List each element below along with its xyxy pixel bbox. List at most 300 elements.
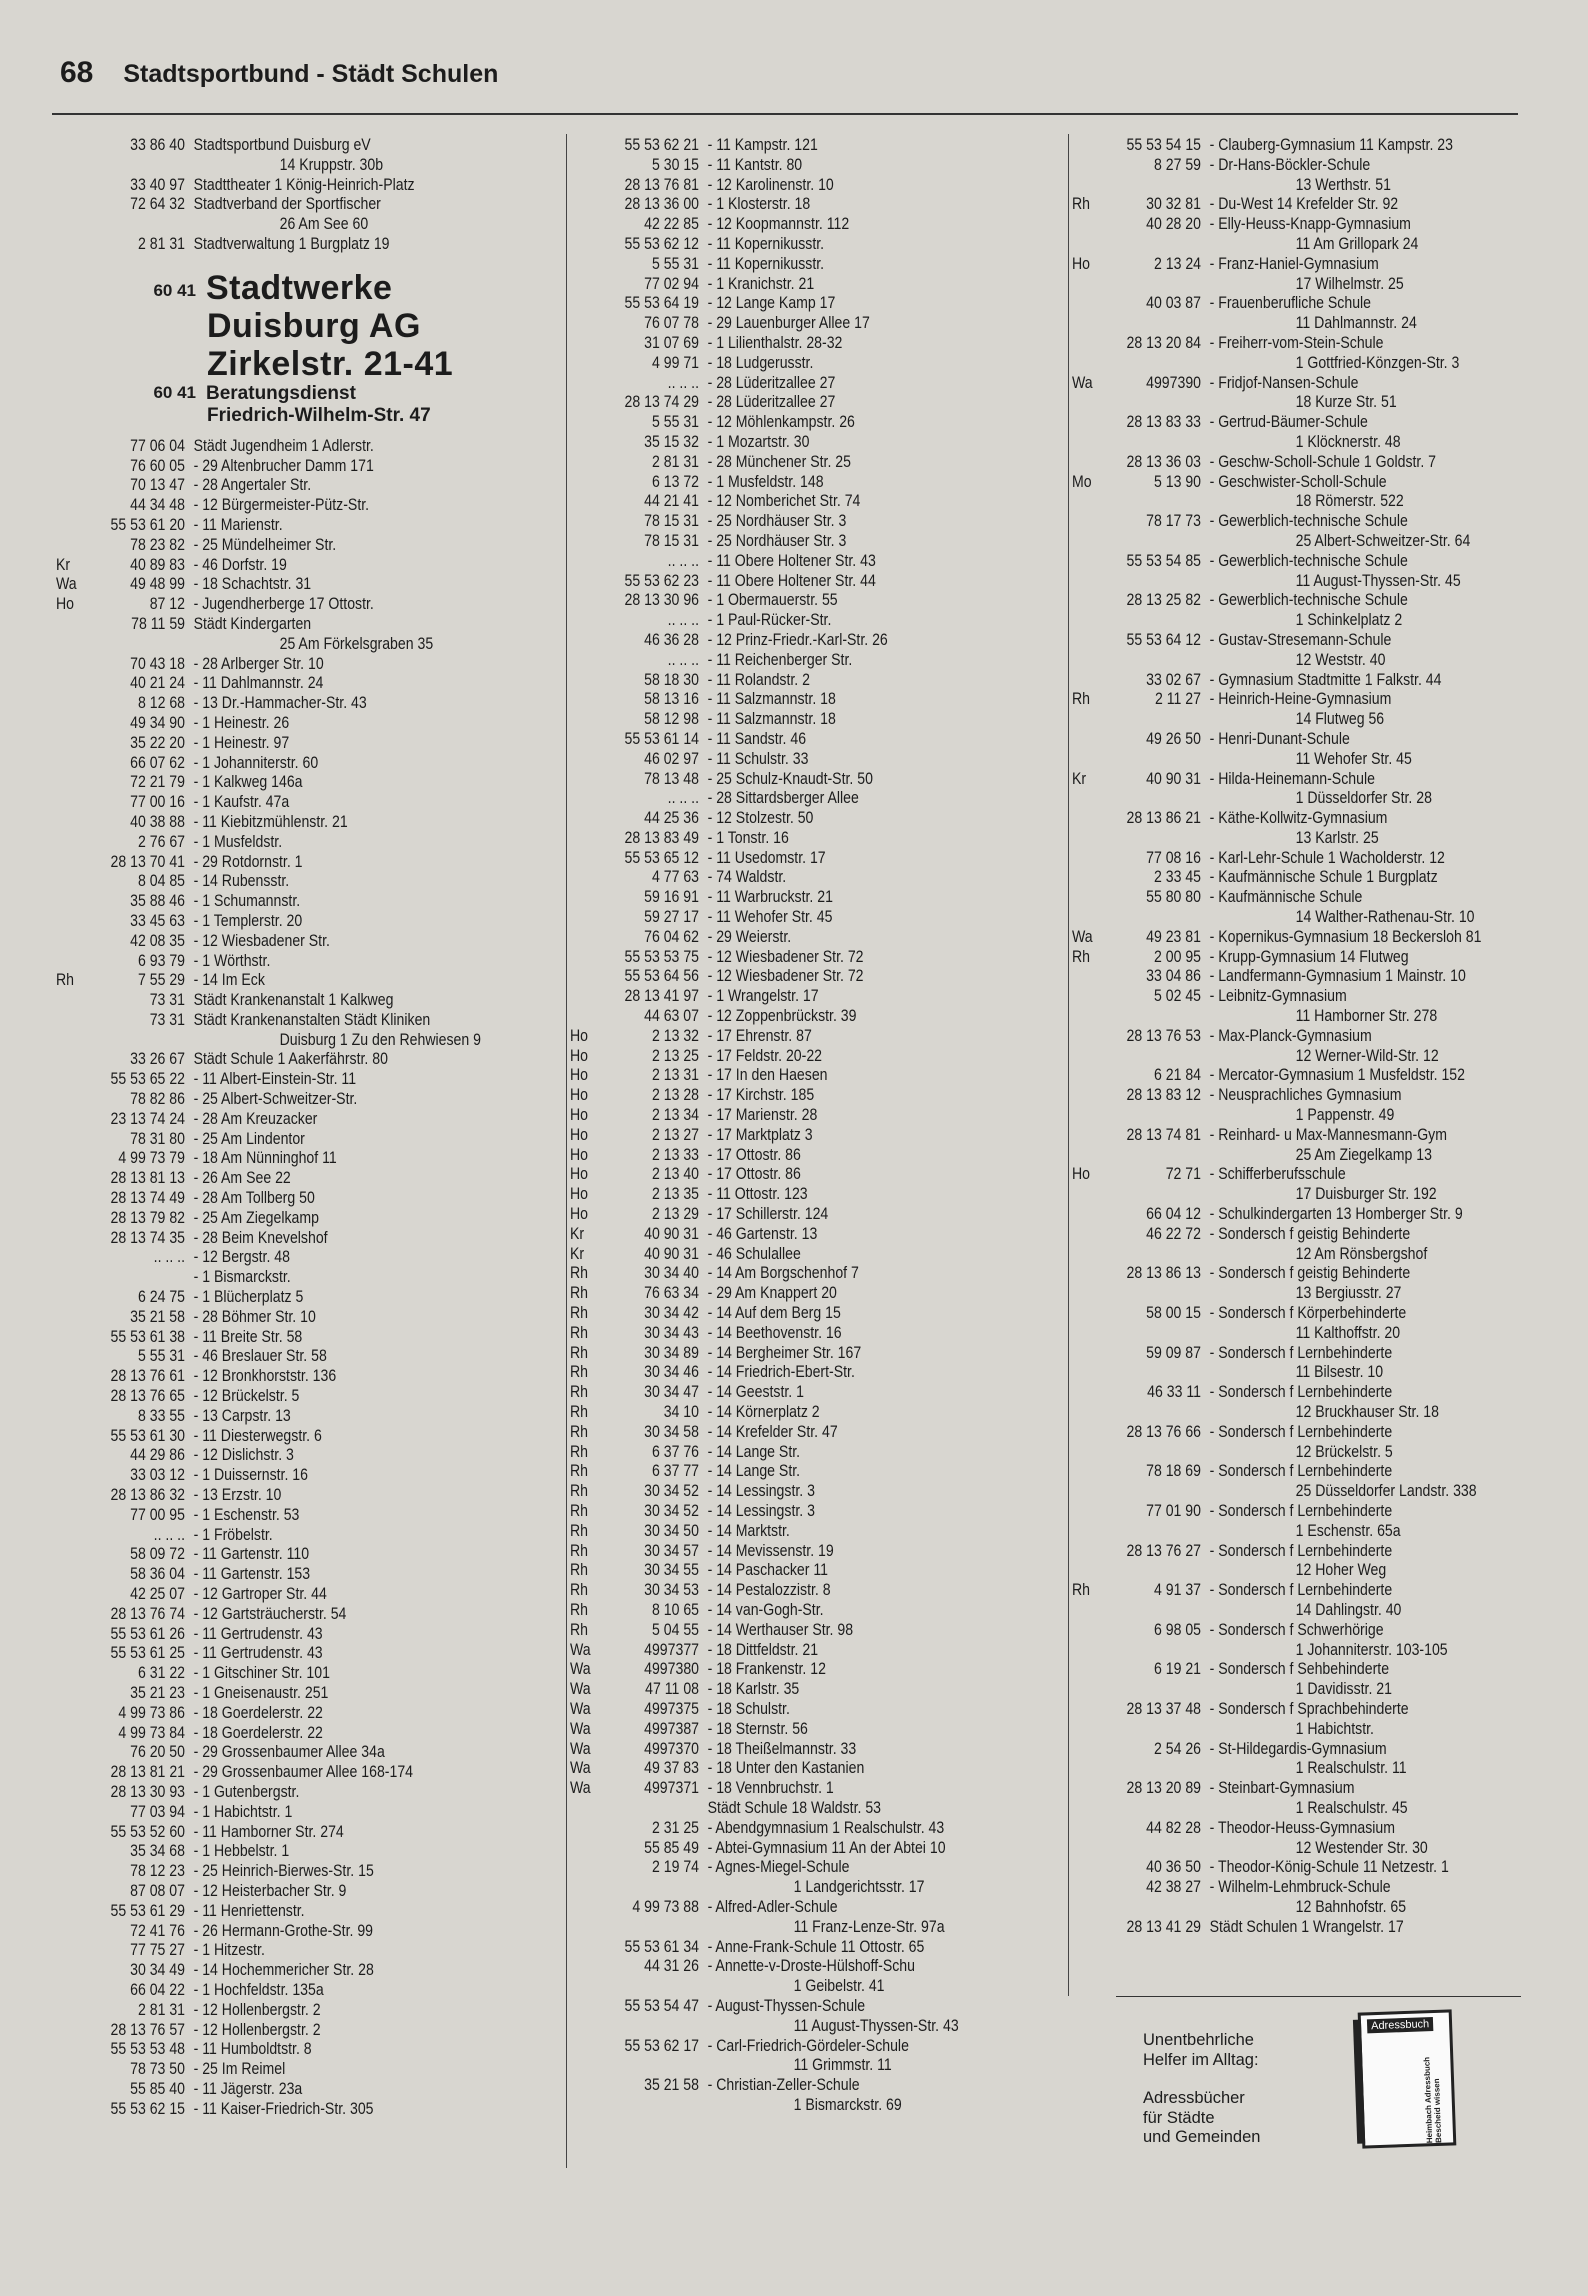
- entry-name: - 13 Carpstr. 13: [193, 1406, 291, 1425]
- directory-entry: [56, 595, 490, 615]
- directory-entry: [56, 1387, 490, 1407]
- directory-entry: [56, 1783, 490, 1803]
- entry-district: Wa: [56, 575, 77, 594]
- directory-entry: [570, 1918, 996, 1938]
- directory-entry: [570, 849, 996, 869]
- entry-name: - 1 Hebbelstr. 1: [193, 1842, 290, 1861]
- directory-entry: [56, 1842, 490, 1862]
- entry-phone: 55 53 65 22: [110, 1070, 185, 1089]
- promo-line-4: für Städte: [1143, 2108, 1215, 2127]
- entry-phone: 33 26 67: [130, 1050, 185, 1069]
- directory-entry: [1072, 730, 1502, 750]
- entry-phone: 30 34 52: [644, 1501, 699, 1520]
- promo-line-3: Adressbücher: [1143, 2089, 1245, 2107]
- entry-phone: 66 04 22: [130, 1980, 185, 1999]
- directory-entry: [570, 1462, 996, 1482]
- directory-entry: [56, 1545, 490, 1565]
- entry-name: - 11 Dahlmannstr. 24: [193, 674, 324, 693]
- entry-name: - Sondersch f Körperbehinderte: [1209, 1304, 1407, 1323]
- entry-phone: 6 31 22: [137, 1664, 185, 1683]
- directory-entry: [570, 1007, 996, 1027]
- directory-entry: [56, 176, 490, 196]
- entry-continuation: 1 Landgerichtsstr. 17: [793, 1878, 925, 1897]
- directory-entry: [56, 1031, 490, 1051]
- entry-district: Wa: [570, 1759, 591, 1778]
- entry-continuation: 11 August-Thyssen-Str. 45: [1295, 571, 1461, 590]
- entry-name: - 46 Gartenstr. 13: [707, 1224, 818, 1243]
- directory-entry: [1072, 868, 1502, 888]
- entry-name: - Jugendherberge 17 Ottostr.: [193, 595, 374, 614]
- entry-phone: .. .. ..: [667, 650, 699, 669]
- entry-phone: 28 13 36 03: [1126, 452, 1201, 471]
- entry-phone: 66 04 12: [1146, 1205, 1201, 1224]
- directory-entry: [570, 1522, 996, 1542]
- directory-entry: [570, 1542, 996, 1562]
- entry-phone: 47 11 08: [645, 1680, 699, 1699]
- entry-district: Rh: [570, 1284, 589, 1303]
- directory-entry: [56, 1367, 490, 1387]
- directory-entry: [570, 770, 996, 790]
- entry-phone: 44 34 48: [130, 496, 185, 515]
- entry-name: - Annette-v-Droste-Hülshoff-Schu: [707, 1957, 915, 1976]
- entry-phone: 35 21 23: [130, 1683, 185, 1702]
- directory-entry: [56, 1684, 490, 1704]
- entry-name: - Wilhelm-Lehmbruck-Schule: [1209, 1878, 1391, 1897]
- directory-entry: [1072, 671, 1502, 691]
- entry-name: - Alfred-Adler-Schule: [707, 1897, 838, 1916]
- entry-phone: 7 55 29: [137, 971, 185, 990]
- directory-entry: [570, 492, 996, 512]
- entry-name: - 12 Gartroper Str. 44: [193, 1585, 327, 1603]
- entry-continuation: 11 Franz-Lenze-Str. 97a: [793, 1917, 945, 1936]
- entry-phone: 35 22 20: [130, 733, 185, 752]
- directory-entry: [570, 453, 996, 473]
- entry-name: - 17 Ehrenstr. 87: [707, 1026, 812, 1045]
- directory-entry: [570, 2096, 996, 2116]
- entry-name: - 25 Schulz-Knaudt-Str. 50: [707, 769, 873, 788]
- entry-phone: 55 53 61 34: [624, 1937, 699, 1956]
- entry-phone: 4 99 71: [651, 353, 699, 372]
- directory-entry: [570, 532, 996, 552]
- entry-continuation: 11 Kalthoffstr. 20: [1295, 1323, 1401, 1342]
- entry-phone: 2 11 27: [1155, 690, 1201, 709]
- entry-name: - Heinrich-Heine-Gymnasium: [1209, 690, 1392, 709]
- entry-name: - Neusprachliches Gymnasium: [1209, 1086, 1402, 1105]
- entry-name: - 1 Mozartstr. 30: [707, 432, 810, 451]
- entry-name: - Dr-Hans-Böckler-Schule: [1209, 155, 1371, 174]
- entry-name: - Krupp-Gymnasium 14 Flutweg: [1209, 947, 1409, 966]
- entry-name: - 11 Jägerstr. 23a: [193, 2079, 303, 2098]
- directory-entry: [1072, 1522, 1502, 1542]
- entry-phone: 4997387: [644, 1719, 699, 1738]
- directory-entry: [56, 813, 490, 833]
- directory-entry: [1072, 1819, 1502, 1839]
- directory-entry: [570, 2017, 996, 2037]
- directory-entry: [570, 1759, 996, 1779]
- directory-entry: [570, 1443, 996, 1463]
- entry-phone: 5 02 45: [1153, 987, 1201, 1006]
- entry-name: - 25 Albert-Schweitzer-Str.: [193, 1090, 358, 1109]
- entry-phone: 55 53 61 38: [110, 1327, 185, 1346]
- directory-entry: [1072, 433, 1502, 453]
- entry-name: - 28 Am Tollberg 50: [193, 1189, 315, 1208]
- directory-entry: [570, 1858, 996, 1878]
- directory-entry: [570, 1581, 996, 1601]
- entry-name: - 1 Hochfeldstr. 135a: [193, 1980, 324, 1999]
- entry-name: - 25 Nordhäuser Str. 3: [707, 512, 847, 531]
- ad-company-line-2: Duisburg AG: [207, 306, 421, 345]
- entry-name: - Kaufmännische Schule: [1209, 888, 1363, 907]
- entry-name: - Kopernikus-Gymnasium 18 Beckersloh 81: [1209, 927, 1482, 946]
- entry-phone: 33 86 40: [130, 136, 185, 154]
- entry-name: - 14 Friedrich-Ebert-Str.: [707, 1363, 855, 1382]
- entry-phone: 28 13 74 35: [110, 1228, 185, 1247]
- entry-phone: 2 13 33: [651, 1145, 699, 1164]
- entry-name: - 11 Hamborner Str. 274: [193, 1822, 344, 1841]
- directory-entry: [1072, 1225, 1502, 1245]
- directory-entry: [570, 354, 996, 374]
- entry-district: Rh: [570, 1323, 589, 1342]
- entry-phone: 70 13 47: [130, 476, 185, 495]
- entry-phone: 4 99 73 88: [632, 1897, 699, 1916]
- directory-entry: [56, 1625, 490, 1645]
- entry-continuation: 11 Bilsestr. 10: [1295, 1363, 1384, 1382]
- entry-phone: 55 53 64 19: [624, 294, 699, 313]
- entry-name: - Gewerblich-technische Schule: [1209, 512, 1408, 531]
- entry-phone: 59 16 91: [644, 888, 699, 907]
- entry-name: - 18 Schulstr.: [707, 1699, 790, 1718]
- directory-entry: [570, 1740, 996, 1760]
- directory-entry: [570, 2076, 996, 2096]
- entry-continuation: 1 Pappenstr. 49: [1295, 1106, 1395, 1125]
- entry-name: Städt Jugendheim 1 Adlerstr.: [193, 436, 374, 455]
- directory-entry: [1072, 1878, 1502, 1898]
- directory-entry: [570, 611, 996, 631]
- entry-phone: 28 13 30 93: [110, 1782, 185, 1801]
- directory-entry: [1072, 591, 1502, 611]
- entry-district: Wa: [570, 1719, 591, 1738]
- entry-continuation: 18 Römerstr. 522: [1295, 492, 1404, 511]
- entry-name: - 11 Gartenstr. 153: [193, 1565, 311, 1584]
- directory-entry: [570, 156, 996, 176]
- entry-district: Rh: [570, 1383, 589, 1402]
- directory-entry: [1072, 690, 1502, 710]
- entry-district: Rh: [570, 1600, 589, 1619]
- entry-phone: 28 13 76 61: [110, 1367, 185, 1386]
- entry-name: - 25 Am Ziegelkamp: [193, 1208, 319, 1227]
- directory-entry: [56, 1090, 490, 1110]
- entry-phone: 2 00 95: [1153, 947, 1201, 966]
- directory-entry: [56, 872, 490, 892]
- entry-phone: 8 04 85: [137, 872, 185, 891]
- entry-name: - 11 Gartenstr. 110: [193, 1545, 310, 1564]
- entry-phone: 76 07 78: [644, 314, 699, 333]
- entry-name: - Sondersch f Lernbehinderte: [1209, 1581, 1393, 1600]
- entry-name: - 11 Obere Holtener Str. 44: [707, 571, 876, 590]
- entry-phone: 2 13 27: [651, 1125, 699, 1144]
- entry-phone: 70 43 18: [130, 654, 185, 673]
- directory-entry: [56, 457, 490, 477]
- entry-phone: 59 27 17: [644, 908, 699, 927]
- entry-name: - 14 Krefelder Str. 47: [707, 1422, 838, 1441]
- directory-entry: [1072, 1740, 1502, 1760]
- directory-entry: [1072, 1086, 1502, 1106]
- directory-entry: [570, 1106, 996, 1126]
- entry-name: - Geschw-Scholl-Schule 1 Goldstr. 7: [1209, 452, 1437, 471]
- entry-phone: 72 21 79: [130, 773, 185, 792]
- entry-name: - 18 Karlstr. 35: [707, 1680, 800, 1699]
- entry-phone: 28 13 79 82: [110, 1208, 185, 1227]
- entry-name: - 12 Gartsträucherstr. 54: [193, 1604, 347, 1623]
- entry-name: - Gymnasium Stadtmitte 1 Falkstr. 44: [1209, 670, 1442, 689]
- entry-name: - 1 Obermauerstr. 55: [707, 591, 838, 610]
- entry-name: Städt Kindergarten: [193, 614, 312, 633]
- column-divider-2: [1068, 134, 1069, 1996]
- directory-entry: [1072, 294, 1502, 314]
- entry-phone: 78 13 48: [644, 769, 699, 788]
- entry-district: Rh: [570, 1521, 589, 1540]
- entry-name: - 11 Ottostr. 123: [707, 1185, 808, 1204]
- entry-name: - 46 Breslauer Str. 58: [193, 1347, 327, 1366]
- entry-district: Wa: [570, 1680, 591, 1699]
- entry-name: - 14 Lange Str.: [707, 1462, 801, 1481]
- directory-entry: [570, 1264, 996, 1284]
- directory-entry: [570, 1779, 996, 1799]
- entry-name: - Käthe-Kollwitz-Gymnasium: [1209, 809, 1388, 828]
- directory-entry: [570, 1938, 996, 1958]
- entry-phone: 2 13 40: [651, 1165, 699, 1184]
- directory-entry: [56, 714, 490, 734]
- entry-name: - Landfermann-Gymnasium 1 Mainstr. 10: [1209, 967, 1466, 986]
- entry-district: Ho: [570, 1046, 589, 1065]
- entry-phone: 4997371: [644, 1779, 699, 1798]
- directory-entry: [570, 750, 996, 770]
- entry-district: Ho: [1072, 254, 1091, 273]
- entry-name: - 1 Wrangelstr. 17: [707, 987, 819, 1006]
- directory-entry: [1072, 1106, 1502, 1126]
- directory-entry: [1072, 176, 1502, 196]
- entry-name: - Sondersch f Lernbehinderte: [1209, 1541, 1393, 1560]
- directory-entry: [570, 1720, 996, 1740]
- directory-entry: [56, 156, 490, 176]
- directory-entry: [1072, 314, 1502, 334]
- entry-phone: 55 53 61 14: [624, 729, 699, 748]
- entry-name: - Sondersch f Sprachbehinderte: [1209, 1699, 1409, 1718]
- entry-name: - Sondersch f Lernbehinderte: [1209, 1501, 1393, 1520]
- directory-entry: [56, 1169, 490, 1189]
- entry-name: - 18 Schachtstr. 31: [193, 575, 312, 594]
- directory-entry: [570, 2056, 996, 2076]
- entry-phone: 55 53 61 26: [110, 1624, 185, 1643]
- ad-phone-2: 60 41: [153, 382, 196, 402]
- directory-entry: [1072, 393, 1502, 413]
- entry-phone: 46 02 97: [644, 749, 699, 768]
- entry-phone: 73 31: [149, 991, 185, 1010]
- entry-phone: .. .. ..: [153, 1525, 185, 1544]
- entry-phone: 5 55 31: [137, 1347, 185, 1366]
- directory-entry: [570, 473, 996, 493]
- column-divider-1: [566, 134, 567, 2168]
- entry-name: - 28 Lüderitzallee 27: [707, 393, 836, 412]
- entry-phone: 28 13 76 66: [1126, 1422, 1201, 1441]
- directory-entry: [56, 1664, 490, 1684]
- entry-name: Städt Krankenanstalt 1 Kalkweg: [193, 991, 394, 1010]
- entry-name: - 1 Klosterstr. 18: [707, 195, 811, 214]
- entry-continuation: 17 Wilhelmstr. 25: [1295, 274, 1404, 293]
- entry-phone: 4997375: [644, 1699, 699, 1718]
- entry-name: - 1 Musfeldstr. 148: [707, 472, 824, 491]
- entry-phone: 2 81 31: [651, 452, 699, 471]
- directory-entry: [1072, 849, 1502, 869]
- directory-entry: [56, 952, 490, 972]
- entry-district: Rh: [570, 1422, 589, 1441]
- entry-phone: 55 53 64 56: [624, 967, 699, 986]
- entry-continuation: 26 Am See 60: [279, 215, 369, 234]
- entry-phone: 77 75 27: [130, 1941, 185, 1960]
- page-header: [60, 56, 498, 96]
- directory-entry: [1072, 1779, 1502, 1799]
- directory-entry: [1072, 532, 1502, 552]
- entry-name: - 11 Marienstr.: [193, 515, 283, 534]
- directory-entry: [56, 615, 490, 635]
- entry-name: - 1 Johanniterstr. 60: [193, 753, 319, 772]
- directory-entry: [1072, 1264, 1502, 1284]
- entry-name: - 74 Waldstr.: [707, 868, 787, 887]
- directory-entry: [56, 1644, 490, 1664]
- directory-entry: [570, 948, 996, 968]
- directory-entry: [56, 2021, 490, 2041]
- entry-phone: .. .. ..: [667, 611, 699, 630]
- entry-continuation: 12 Bahnhofstr. 65: [1295, 1897, 1407, 1916]
- entry-continuation: 1 Bismarckstr. 69: [793, 2095, 902, 2114]
- entry-name: - 46 Dorfstr. 19: [193, 555, 287, 574]
- entry-name: - 1 Musfeldstr.: [193, 832, 283, 851]
- entry-continuation: 1 Realschulstr. 11: [1295, 1759, 1407, 1778]
- entry-name: - 18 Goerdelerstr. 22: [193, 1723, 323, 1742]
- directory-entry: [56, 655, 490, 675]
- entry-continuation: 25 Am Ziegelkamp 13: [1295, 1145, 1432, 1164]
- directory-entry: [56, 932, 490, 952]
- directory-entry: [1072, 1403, 1502, 1423]
- entry-name: - Mercator-Gymnasium 1 Musfeldstr. 152: [1209, 1066, 1465, 1085]
- entry-phone: 4 99 73 84: [118, 1723, 185, 1742]
- directory-entry: [570, 1641, 996, 1661]
- directory-entry: [570, 967, 996, 987]
- directory-entry: [570, 1819, 996, 1839]
- entry-continuation: 11 August-Thyssen-Str. 43: [793, 2016, 959, 2035]
- directory-entry: [570, 591, 996, 611]
- directory-entry: [56, 1229, 490, 1249]
- entry-phone: 28 13 83 49: [624, 828, 699, 847]
- directory-entry: [56, 853, 490, 873]
- entry-name: - Franz-Haniel-Gymnasium: [1209, 254, 1379, 273]
- entry-phone: 28 13 81 21: [110, 1763, 185, 1782]
- entry-name: - Max-Planck-Gymnasium: [1209, 1026, 1372, 1045]
- ad-service-label: Beratungsdienst: [206, 382, 356, 404]
- entry-name: - 14 Rubensstr.: [193, 872, 290, 891]
- ad-service-address: Friedrich-Wilhelm-Str. 47: [207, 404, 431, 426]
- directory-entry: [1072, 255, 1502, 275]
- page-number: 68: [60, 56, 94, 89]
- entry-name: - 17 Ottostr. 86: [707, 1145, 801, 1164]
- entry-phone: 40 38 88: [130, 812, 185, 831]
- directory-entry: [570, 1403, 996, 1423]
- directory-entry: [570, 888, 996, 908]
- directory-entry: [1072, 1918, 1502, 1938]
- directory-entry: [570, 1839, 996, 1859]
- entry-name: - Schifferberufsschule: [1209, 1165, 1346, 1184]
- entry-name: - 17 Ottostr. 86: [707, 1165, 801, 1184]
- entry-district: Kr: [1072, 769, 1087, 788]
- directory-entry: [1072, 631, 1502, 651]
- entry-phone: 35 21 58: [130, 1307, 185, 1326]
- entry-name: - 28 Lüderitzallee 27: [707, 373, 836, 392]
- directory-column-3: [1072, 136, 1572, 1938]
- entry-continuation: 25 Düsseldorfer Landstr. 338: [1295, 1482, 1477, 1501]
- entry-phone: 76 04 62: [644, 927, 699, 946]
- entry-name: - Theodor-König-Schule 11 Netzestr. 1: [1209, 1858, 1449, 1877]
- entry-name: - 25 Mündelheimer Str.: [193, 535, 337, 554]
- entry-continuation: 1 Düsseldorfer Str. 28: [1295, 789, 1432, 808]
- directory-entry: [1072, 1581, 1502, 1601]
- directory-entry: [570, 2037, 996, 2057]
- entry-phone: 2 81 31: [137, 2000, 185, 2019]
- directory-entry: [1072, 1858, 1502, 1878]
- entry-name: Städt Schule 1 Aakerfährstr. 80: [193, 1050, 388, 1069]
- entry-name: Stadtverband der Sportfischer: [193, 195, 381, 214]
- entry-continuation: 12 Werner-Wild-Str. 12: [1295, 1046, 1439, 1065]
- entry-district: Rh: [570, 1343, 589, 1362]
- entry-name: - 11 Wehofer Str. 45: [707, 908, 833, 927]
- entry-name: - 17 Feldstr. 20-22: [707, 1046, 822, 1065]
- directory-entry: [1072, 1898, 1502, 1918]
- entry-phone: 30 34 49: [130, 1961, 185, 1980]
- entry-name: - Gertrud-Bäumer-Schule: [1209, 413, 1368, 432]
- entry-name: - 14 Lessingstr. 3: [707, 1482, 815, 1501]
- promo-line-5: und Gemeinden: [1143, 2128, 1261, 2146]
- entry-name: - 11 Kampstr. 121: [707, 136, 818, 154]
- entry-name: - 18 Frankenstr. 12: [707, 1660, 826, 1679]
- entry-name: - 29 Grossenbaumer Allee 34a: [193, 1743, 385, 1762]
- entry-phone: 28 13 83 33: [1126, 413, 1201, 432]
- entry-phone: 55 53 65 12: [624, 848, 699, 867]
- entry-continuation: 1 Klöcknerstr. 48: [1295, 432, 1401, 451]
- entry-name: - 11 Kopernikusstr.: [707, 234, 825, 253]
- directory-entry: [570, 1383, 996, 1403]
- entry-phone: 30 34 42: [644, 1304, 699, 1323]
- entry-name: - 1 Schumannstr.: [193, 892, 301, 911]
- directory-entry: [1072, 1344, 1502, 1364]
- directory-entry: [56, 1585, 490, 1605]
- directory-entry: [1072, 215, 1502, 235]
- entry-name: - 25 Heinrich-Bierwes-Str. 15: [193, 1862, 374, 1881]
- entry-district: Rh: [570, 1620, 589, 1639]
- directory-entry: [1072, 611, 1502, 631]
- entry-name: Stadtsportbund Duisburg eV: [193, 136, 371, 154]
- entry-name: - 17 In den Haesen: [707, 1066, 828, 1085]
- entry-continuation: 1 Gottfried-Könzgen-Str. 3: [1295, 353, 1460, 372]
- entry-name: - 1 Wörthstr.: [193, 951, 271, 970]
- entry-name: - Frauenberufliche Schule: [1209, 294, 1372, 313]
- entry-district: Ho: [570, 1165, 589, 1184]
- entry-phone: 30 34 55: [644, 1561, 699, 1580]
- directory-entry: [1072, 809, 1502, 829]
- directory-entry: [570, 1502, 996, 1522]
- entry-phone: 28 13 83 12: [1126, 1086, 1201, 1105]
- entry-name: - Sondersch f Lernbehinderte: [1209, 1422, 1393, 1441]
- directory-entry: [1072, 1027, 1502, 1047]
- adressbuch-advertisement: [1116, 1996, 1521, 2173]
